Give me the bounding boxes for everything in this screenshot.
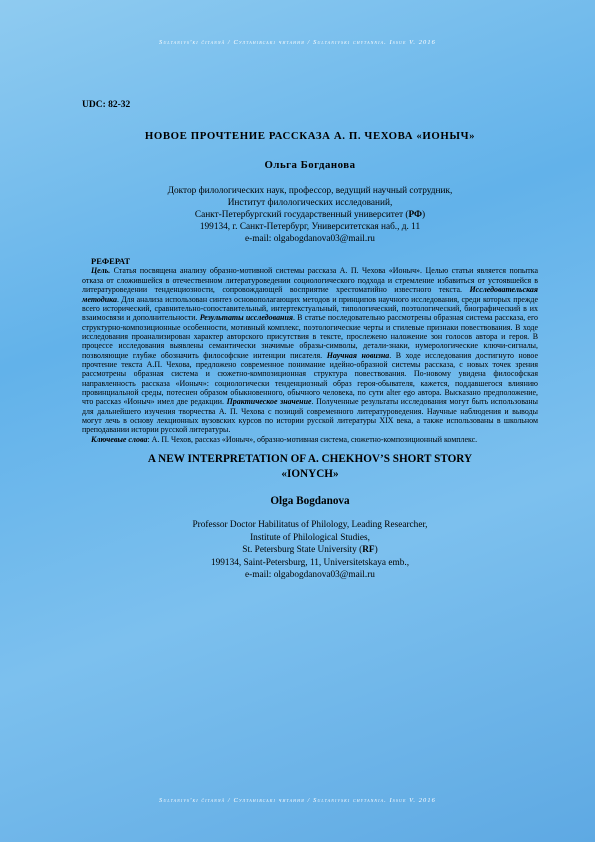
abstract-heading: РЕФЕРАТ	[91, 256, 130, 267]
running-footer: Sultanivs'ki čitannâ / Султанівські читання / Sultanivski chytannia. Issue V. 2016	[159, 797, 436, 804]
article-title-ru: НОВОЕ ПРОЧТЕНИЕ РАССКАЗА А. П. ЧЕХОВА «ИОНЫЧ»	[144, 130, 476, 142]
keywords: Ключевые слова: А. П. Чехов, рассказ «Ионыч», образно-мотивная система, сюжетно-композиционный комплекс.	[91, 434, 478, 444]
article-page	[82, 100, 538, 582]
affiliation-line: Санкт-Петербургский государственный университет (РФ)	[194, 210, 426, 221]
affiliation-line: Доктор филологических наук, профессор, ведущий научный сотрудник,	[167, 186, 453, 196]
udc-code: UDC: 82-32	[82, 100, 131, 110]
affiliation-line: Professor Doctor Habilitatus of Philology, Leading Researcher,	[192, 520, 428, 530]
email-link[interactable]: e-mail: olgabogdanova03@mail.ru	[245, 570, 375, 580]
running-header: Sultanivs'ki čitannâ / Султанівські читання / Sultanivski chytannia. Issue V. 2016	[159, 39, 436, 46]
affiliation-line: 199134, Saint-Petersburg, 11, Universitetskaya emb.,	[210, 557, 410, 568]
author-name-en: Olga Bogdanova	[270, 495, 350, 507]
affiliation-en	[82, 519, 538, 582]
affiliation-line: Институт филологических исследований,	[227, 198, 393, 209]
affiliation-line: Institute of Philological Studies,	[250, 532, 370, 543]
author-name-ru: Ольга Богданова	[264, 159, 356, 171]
affiliation-line: St. Petersburg State University (RF)	[242, 545, 378, 555]
email-link[interactable]: e-mail: olgabogdanova03@mail.ru	[245, 234, 375, 245]
affiliation-ru	[82, 185, 538, 245]
affiliation-line: 199134, г. Санкт-Петербург, Университетская наб., д. 11	[199, 222, 421, 233]
article-title-en: A NEW INTERPRETATION OF A. CHEKHOV’S SHORT STORY «IONYCH»	[147, 453, 473, 480]
abstract-body: Цель. Статья посвящена анализу образно-мотивной системы рассказа А. П. Чехова «Ионыч». Целью статьи является попытка отказа от сложившейся в отечественном литературоведении социологического подхода и стремление избавиться от устоявшейся в литературоведении тенденциозности, сопровождающей восприятие хрестоматийно известного текста. Исследовательская методика. Для анализа использован синтез основополагающих методов и принципов научного исследования, среди которых прежде всего исторический, сравнительно-сопоставительный, интертекстуальный, типологический, поэтологический, биографический в их взаимосвязи и дополнительности. Результаты исследования. В статье последовательно рассмотрены образная система рассказа, его структурно-композиционные особенности, мотивный комплекс, поэтологические черты и стилевые признаки повествования. В ходе исследования проанализирован характер авторского присутствия в тексте, прослежено наложение зон голосов автора и героя. В процессе исследования выявлены семантически значимые образы-символы, детали-знаки, нумерологические ключи-сигналы, позволяющие глубже обозначить философские интенции писателя. Научная новизна. В ходе исследования достигнуто новое прочтение текста А.П. Чехова, предложено современное понимание идейно-образной системы рассказа, с новых точек зрения рассмотрены образная система и сюжетно-композиционная структура повествования. По-новому увидена философская направленность рассказа «Ионыч»: социологически тенденциозный образ героя-обывателя, кажется, поддавшегося влиянию провинциальной среды, потеснен образом обыкновенного, обычного человека, по сути alter ego автора. Высказано предположение, что рассказ «Ионыч» имел две редакции. Практическое значение. Полученные результаты исследования могут быть использованы для дальнейшего изучения творчества А. П. Чехова с позиций современного литературоведения. Научные наблюдения и выводы могут лечь в основу лекционных вузовских курсов по истории русской литературы XIX века, а также использованы в школьном преподавании истории русской литературы.	[82, 266, 538, 435]
